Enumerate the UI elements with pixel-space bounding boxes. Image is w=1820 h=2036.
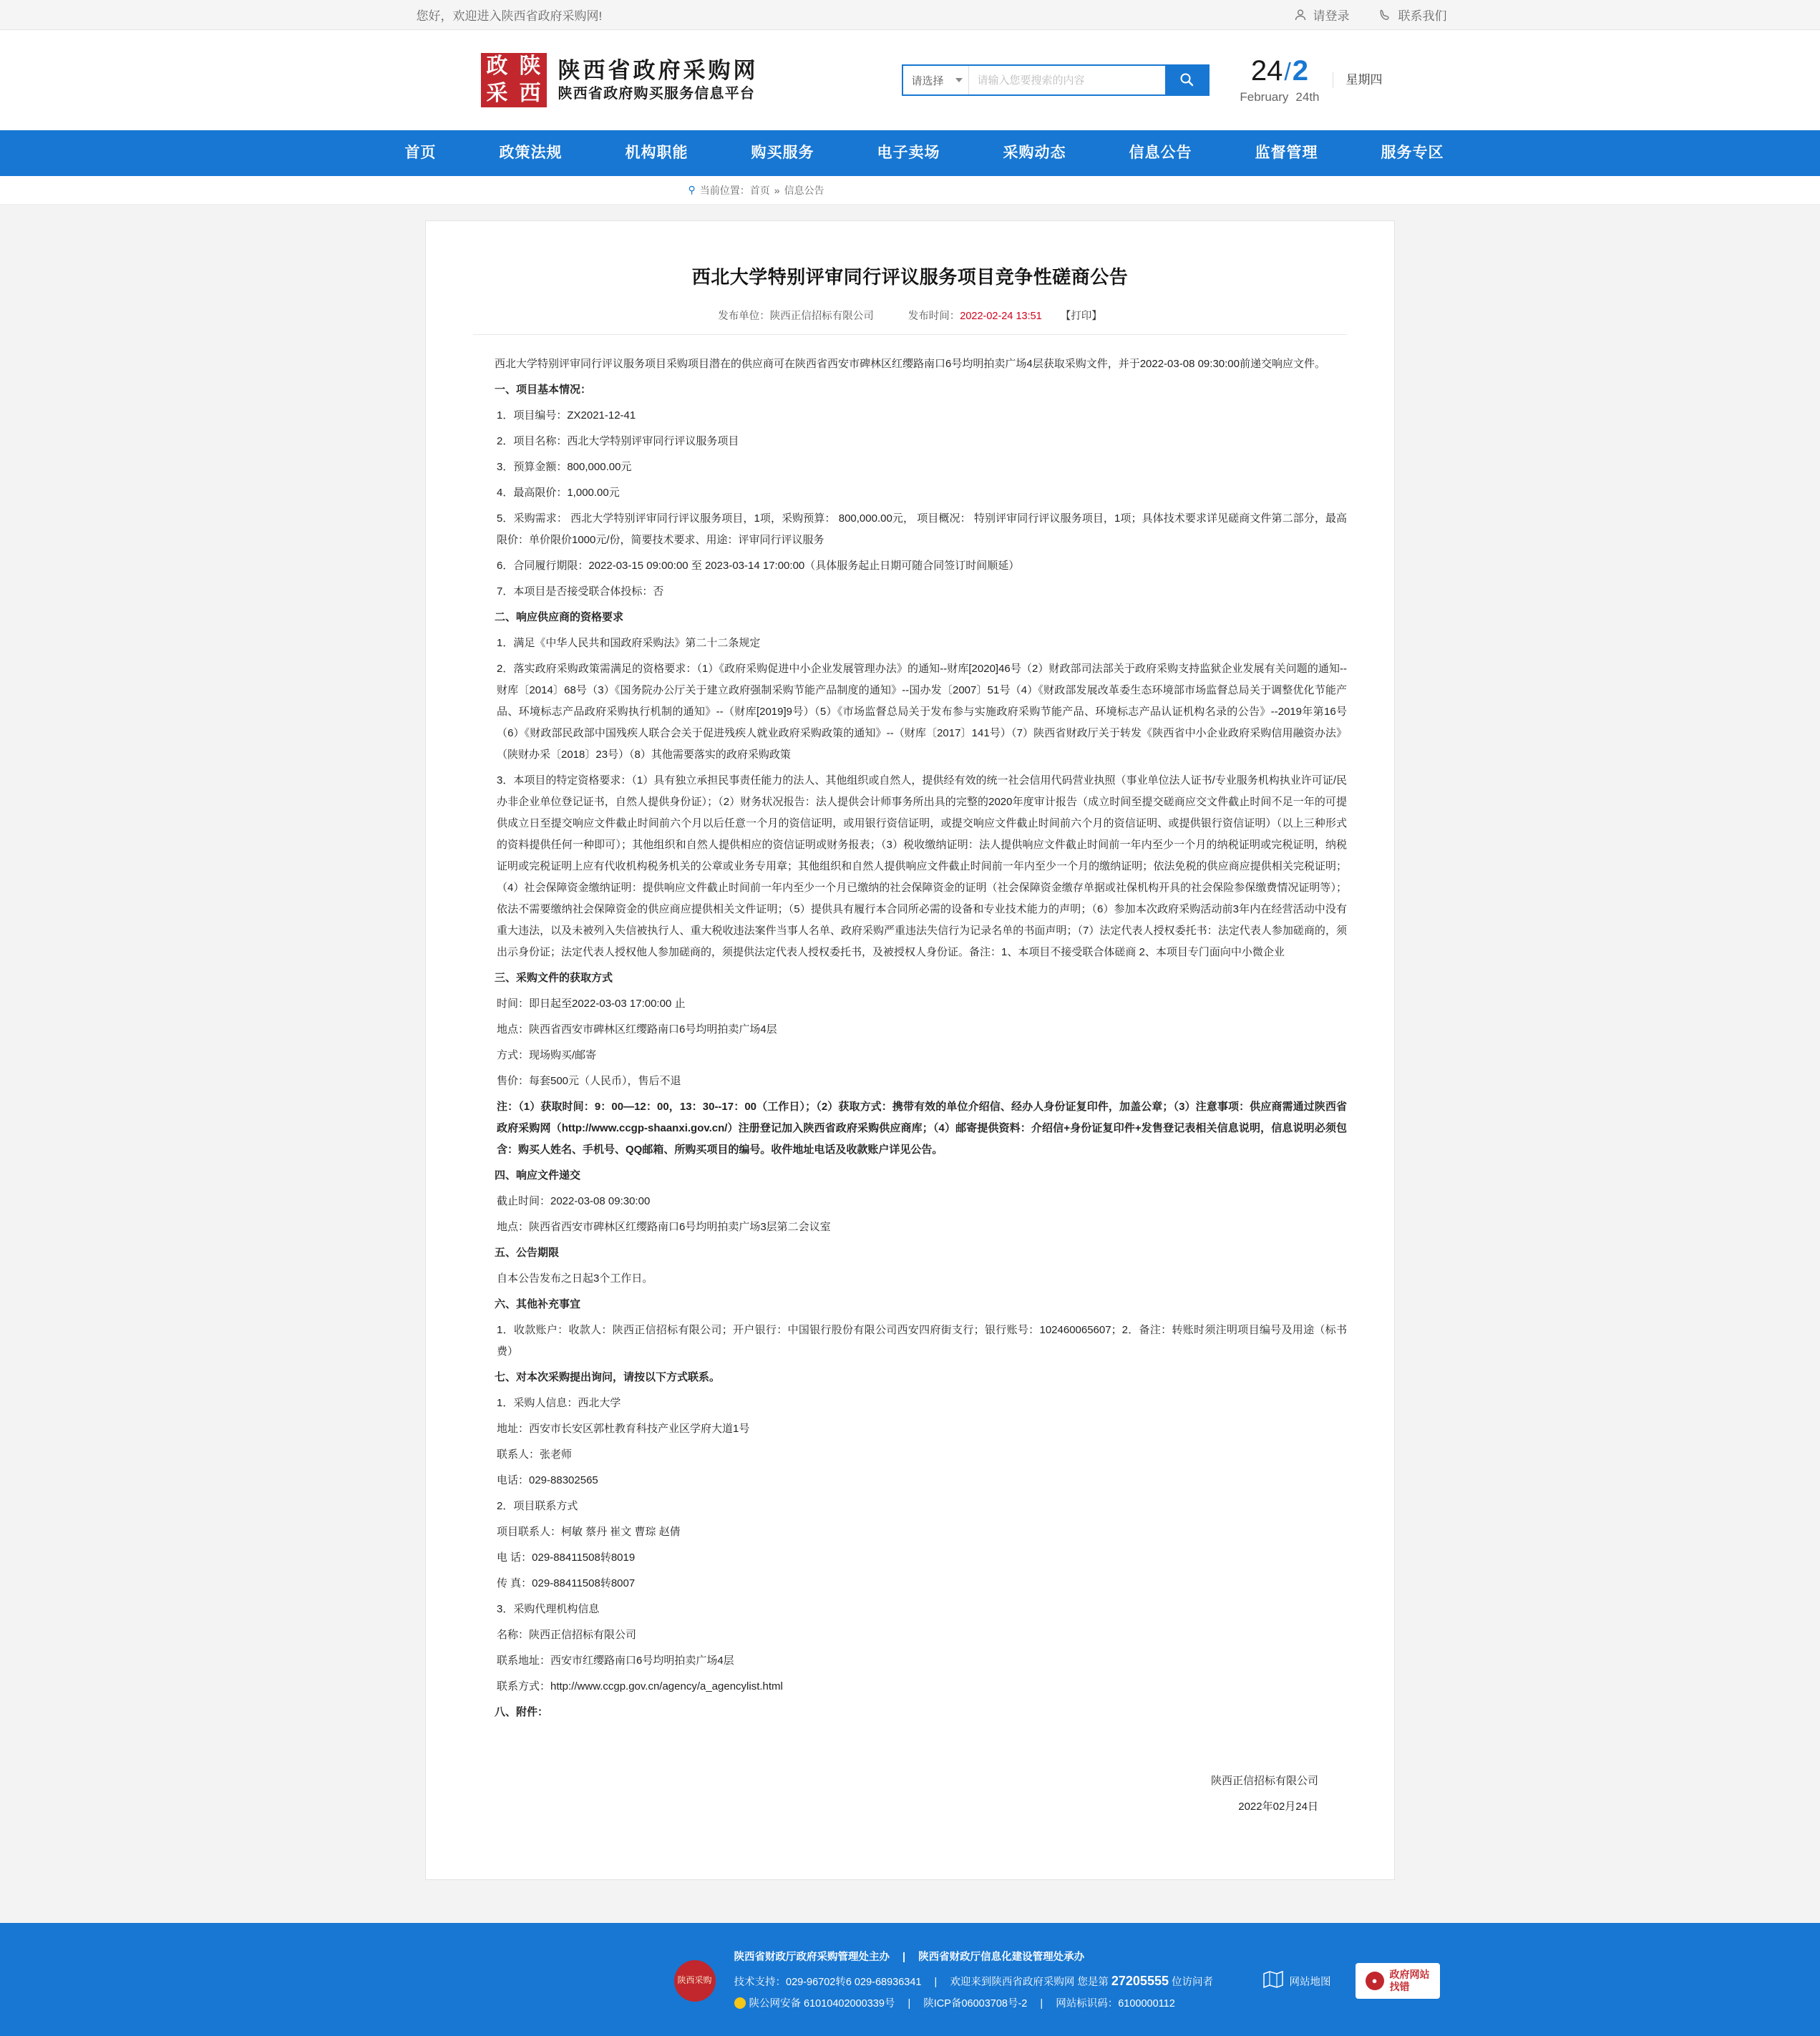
footer-divider-2: |: [934, 1977, 938, 1988]
breadcrumb-bar: [0, 176, 1820, 205]
gov-badge-icon: ●: [1366, 1972, 1384, 1990]
user-icon: [1293, 8, 1308, 22]
section-item: 1．采购人信息：西北大学: [497, 1397, 621, 1409]
search-input[interactable]: [969, 66, 1165, 94]
doc-meta: [473, 308, 1347, 335]
section-item: 自本公告发布之日起3个工作日。: [497, 1272, 653, 1285]
section-item: 1．项目编号：ZX2021-12-41: [497, 409, 636, 422]
section-item: 时间：即日起至2022-03-03 17:00:00 止: [497, 998, 686, 1010]
main-nav: [0, 130, 1820, 176]
section-item: 联系方式：http://www.ccgp.gov.cn/agency/a_agencylist.html: [497, 1680, 783, 1692]
section-item: 项目联系人：柯敏 蔡丹 崔文 曹琮 赵倩: [497, 1526, 681, 1538]
breadcrumb-item-0[interactable]: 首页: [749, 184, 770, 196]
footer-site-code: 网站标识码：6100000112: [1056, 1998, 1175, 2010]
footer-divider-3: |: [907, 1998, 911, 2010]
footer-visit-count: 27205555: [1111, 1974, 1169, 1988]
nav-item-4[interactable]: 电子卖场: [877, 145, 940, 161]
sitemap-link[interactable]: [1262, 1970, 1331, 1992]
logo-char-4: 西: [519, 82, 541, 105]
breadcrumb-prefix: 当前位置：: [699, 184, 750, 196]
footer-visit-suffix: 位访问者: [1172, 1977, 1214, 1988]
site-logo[interactable]: [481, 53, 759, 107]
logo-mark-icon: [481, 53, 547, 107]
section-item: 1．收款账户：收款人：陕西正信招标有限公司；开户银行：中国银行股份有限公司西安四府街支行；银行账号：102460065607；2．备注：转账时须注明项目编号及用途（标书费）: [497, 1324, 1347, 1358]
weekday-label: 星期四: [1333, 72, 1383, 89]
section-item: 3．本项目的特定资格要求：（1）具有独立承担民事责任能力的法人、其他组织或自然人，提供经有效的统一社会信用代码营业执照（事业单位法人证书/专业服务机构执业许可证/民办非企业单位登记证书，自然人提供身份证）；（2）财务状况报告：法人提供会计师事务所出具的完整的2020年度审计报告（成立时间至提交磋商应交文件截止时间不足一年的可提供成立日至提交响应文件截止时间前六个月以后任意一个月的资信证明，或用银行资信证明，或提交响应文件截止时间前六个月的资信证明、或提供银行资信证明）（以上三种形式的资料提供任何一种即可）；其他组织和自然人提供相应的资信证明或财务报表；（3）税收缴纳证明：法人提供响应文件截止时间前一年内至少一个月的纳税证明或完税证明，纳税证明或完税证明上应有代收机构税务机关的公章或业务专用章；其他组织和自然人提供响应文件截止时间前一年内至少一个月的缴纳证明；依法免税的供应商应提供相关完税证明；（4）社会保障资金缴纳证明：提供响应文件截止时间前一年内至少一个月已缴纳的社会保障资金的证明（社会保障资金缴存单据或社保机构开具的社会保险参保缴费情况证明等）；依法不需要缴纳社会保障资金的供应商应提供相关文件证明；（5）提供具有履行本合同所必需的设备和专业技术能力的声明；（6）参加本次政府采购活动前3年内在经营活动中没有重大违法，以及未被列入失信被执行人、重大税收违法案件当事人名单、政府采购严重违法失信行为记录名单的书面声明；（7）法定代表人授权委托书：法定代表人参加磋商的，须出示身份证；法定代表人授权他人参加磋商的，须提供法定代表人授权委托书，及被授权人身份证。备注：1、本项目不接受联合体磋商 2、本项目专门面向中小微企业: [497, 774, 1347, 958]
date-widget: 24/2 February 24th 星期四: [1240, 54, 1383, 104]
breadcrumb-item-1[interactable]: 信息公告: [784, 184, 824, 196]
nav-item-6[interactable]: 信息公告: [1129, 145, 1192, 161]
section-heading: 五、公告期限: [495, 1247, 560, 1259]
footer-icp[interactable]: 陕ICP备06003708号-2: [923, 1998, 1028, 2010]
login-label: 请登录: [1313, 9, 1350, 23]
publish-time-label: 发布时间：: [907, 311, 960, 322]
search-button[interactable]: [1165, 66, 1208, 94]
doc-body: [473, 354, 1347, 1818]
section-item: 2．项目联系方式: [497, 1500, 578, 1512]
nav-item-0[interactable]: 首页: [404, 145, 437, 161]
section-item: 地点：陕西省西安市碑林区红缨路南口6号均明拍卖广场4层: [497, 1023, 777, 1036]
site-subname: 陕西省政府购买服务信息平台: [558, 86, 756, 102]
footer-visit-prefix: 欢迎来到陕西省政府采购网 您是第: [950, 1977, 1109, 1988]
national-emblem-icon: [674, 1960, 716, 2002]
map-icon: [1262, 1970, 1284, 1992]
section-item: 方式：现场购买/邮寄: [497, 1049, 597, 1061]
nav-item-7[interactable]: 监督管理: [1255, 145, 1318, 161]
section-item: 电话：029-88302565: [497, 1474, 598, 1486]
section-item: 地点：陕西省西安市碑林区红缨路南口6号均明拍卖广场3层第二会议室: [497, 1221, 831, 1233]
signature-company: 陕西正信招标有限公司: [1210, 1775, 1318, 1787]
section-heading: 一、项目基本情况：: [495, 384, 592, 396]
police-badge-icon: [734, 1997, 746, 2009]
section-item: 5．采购需求： 西北大学特别评审同行评议服务项目，1项，采购预算： 800,000.00元， 项目概况： 特别评审同行评议服务项目，1项；具体技术要求详见磋商文件第二部分，最高限价：单价限价1000元/份，简要技术要求、用途：评审同行评议服务: [497, 512, 1347, 546]
section-item: 传 真：029-88411508转8007: [497, 1577, 636, 1589]
publisher-value: 陕西正信招标有限公司: [769, 311, 874, 322]
section-heading: 三、采购文件的获取方式: [495, 972, 613, 984]
sitemap-label: 网站地图: [1289, 1976, 1331, 1988]
announcement-paper: [425, 220, 1395, 1880]
gov-error-report-badge[interactable]: [1356, 1963, 1440, 1999]
section-item: 截止时间：2022-03-08 09:30:00: [497, 1195, 651, 1207]
welcome-text: 您好，欢迎进入陕西省政府采购网!: [416, 9, 603, 23]
footer-police-record[interactable]: 陕公网安备 61010402000339号: [749, 1998, 895, 2010]
footer-support: 技术支持：029-96702转6 029-68936341: [734, 1977, 922, 1988]
publish-time-value: 2022-02-24 13:51: [960, 311, 1042, 322]
emblem-label: 陕西采购: [677, 1975, 712, 1986]
section-note: 注：（1）获取时间：9：00—12：00，13：30--17：00（工作日）；（2）获取方式：携带有效的单位介绍信、经办人身份证复印件，加盖公章；（3）注意事项：供应商需通过陕西省政府采购网（http://www.ccgp-shaanxi.gov.cn/）注册登记加入陕西省政府采购供应商库；（4）邮寄提供资料：介绍信+身份证复印件+发售登记表相关信息说明，信息说明必须包含：购买人姓名、手机号、QQ邮箱、所购买项目的编号。收件地址电话及收款账户详见公告。: [497, 1101, 1347, 1156]
section-heading: 四、响应文件递交: [495, 1169, 581, 1182]
phone-icon: [1378, 8, 1393, 22]
nav-item-1[interactable]: 政策法规: [499, 145, 563, 161]
footer-divider-4: |: [1040, 1998, 1043, 2010]
doc-lead: 西北大学特别评审同行评议服务项目采购项目潜在的供应商可在陕西省西安市碑林区红缨路南口6号均明拍卖广场4层获取采购文件，并于2022-03-08 09:30:00前递交响应文件。: [495, 358, 1325, 370]
section-item: 售价：每套500元（人民币），售后不退: [497, 1075, 681, 1087]
date-month: 2: [1292, 54, 1309, 87]
location-pin-icon: ⚲: [688, 184, 696, 195]
section-item: 电 话：029-88411508转8019: [497, 1552, 636, 1564]
signature-date: 2022年02月24日: [1238, 1801, 1318, 1813]
section-item: 2．落实政府采购政策需满足的资格要求：（1）《政府采购促进中小企业发展管理办法》的通知--财库[2020]46号（2）财政部司法部关于政府采购支持监狱企业发展有关问题的通知--财库〔2014〕68号（3）《国务院办公厅关于建立政府强制采购节能产品制度的通知》--国办发〔2007〕51号（4）《财政部发展改革委生态环境部市场监督总局关于调整优化节能产品、环境标志产品政府采购执行机制的通知》--（财库[2019]9号）（5）《市场监督总局关于发布参与实施政府采购节能产品、环境标志产品认证机构名录的公告》--2019年第16号（6）《财政部民政部中国残疾人联合会关于促进残疾人就业政府采购政策的通知》--（财库〔2017〕141号）（7）陕西省财政厅关于转发《陕西省中小企业政府采购信用融资办法》（陕财办采〔2018〕23号）（8）其他需要落实的政府采购政策: [497, 663, 1347, 761]
contact-label: 联系我们: [1398, 9, 1447, 23]
section-item: 3．采购代理机构信息: [497, 1603, 600, 1615]
breadcrumb: [230, 176, 1590, 204]
top-utility-bar: [0, 0, 1820, 30]
search-category-select[interactable]: [903, 66, 969, 94]
breadcrumb-sep: »: [774, 184, 780, 196]
date-day-ordinal: 24th: [1295, 89, 1320, 104]
section-item: 7．本项目是否接受联合体投标：否: [497, 585, 664, 598]
site-name: 陕西省政府采购网: [558, 57, 759, 83]
logo-char-3: 采: [486, 82, 508, 105]
section-item: 1．满足《中华人民共和国政府采购法》第二十二条规定: [497, 637, 761, 649]
section-item: 3．预算金额：800,000.00元: [497, 461, 632, 473]
page-background: [0, 205, 1820, 1923]
section-item: 地址：西安市长安区郭杜教育科技产业区学府大道1号: [497, 1423, 750, 1435]
section-item: 名称：陕西正信招标有限公司: [497, 1629, 637, 1641]
logo-char-2: 陕: [519, 54, 541, 78]
gov-badge-line1: 政府网站: [1389, 1969, 1430, 1981]
chevron-down-icon: [955, 78, 963, 82]
nav-item-3[interactable]: 购买服务: [751, 145, 814, 161]
section-heading: 二、响应供应商的资格要求: [495, 611, 624, 623]
nav-item-8[interactable]: 服务专区: [1381, 145, 1444, 161]
site-header: [0, 30, 1820, 130]
section-heading: 七、对本次采购提出询问，请按以下方式联系。: [495, 1371, 721, 1383]
section-item: 联系地址：西安市红缨路南口6号均明拍卖广场4层: [497, 1655, 734, 1667]
section-heading: 六、其他补充事宜: [495, 1298, 581, 1310]
nav-item-5[interactable]: 采购动态: [1003, 145, 1066, 161]
footer-divider: |: [902, 1952, 906, 1963]
date-day: 24: [1250, 54, 1283, 87]
section-item: 联系人：张老师: [497, 1448, 573, 1461]
page-title: 西北大学特别评审同行评议服务项目竞争性磋商公告: [691, 266, 1129, 288]
section-item: 4．最高限价：1,000.00元: [497, 487, 620, 499]
date-month-en: February: [1240, 89, 1289, 104]
gov-badge-line2: 找错: [1389, 1981, 1410, 1992]
login-link[interactable]: [1293, 6, 1350, 24]
site-footer: [0, 1923, 1820, 2036]
publisher-label: 发布单位：: [718, 311, 770, 322]
logo-char-1: 政: [486, 54, 508, 78]
search-category-label: 请选择: [911, 74, 944, 87]
section-heading: 八、附件：: [495, 1706, 549, 1718]
print-button[interactable]: 【打印】: [1060, 311, 1102, 322]
footer-org-sub: 陕西省财政厅信息化建设管理处承办: [918, 1952, 1085, 1963]
contact-link[interactable]: [1378, 6, 1447, 24]
section-item: 2．项目名称：西北大学特别评审同行评议服务项目: [497, 435, 739, 447]
search-area: [902, 64, 1210, 96]
nav-item-2[interactable]: 机构职能: [625, 145, 688, 161]
section-item: 6．合同履行期限：2022-03-15 09:00:00 至 2023-03-14 17:00:00（具体服务起止日期可随合同签订时间顺延）: [497, 560, 1020, 572]
footer-org-main: 陕西省财政厅政府采购管理处主办: [734, 1952, 890, 1963]
search-icon: [1179, 72, 1194, 89]
